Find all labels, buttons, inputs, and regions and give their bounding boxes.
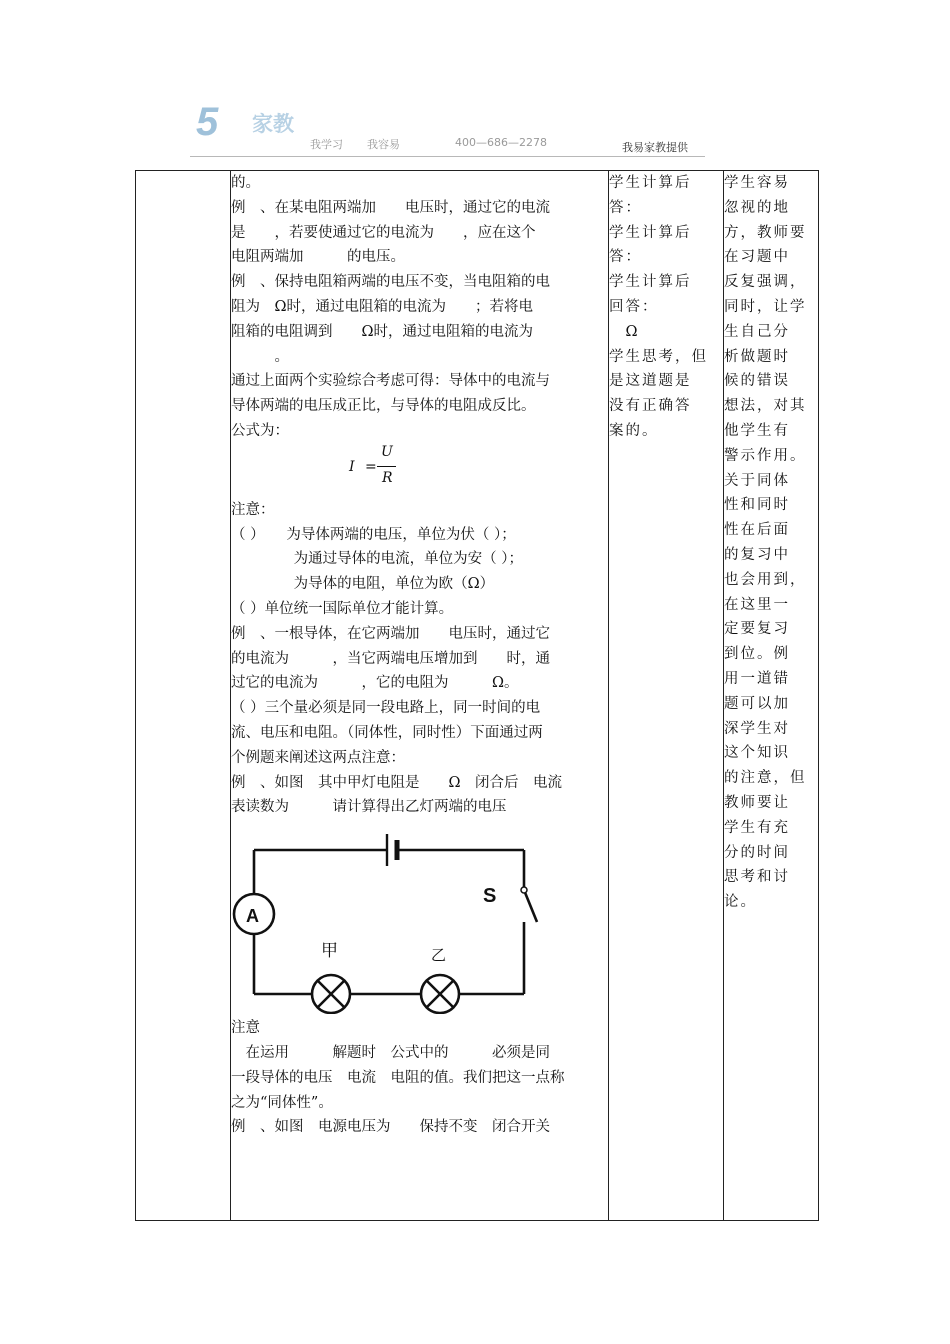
design-intent-cell xyxy=(724,171,819,1221)
text-line: 学生容易 xyxy=(724,175,790,191)
fraction-bar xyxy=(377,466,396,467)
text-line: 同时，让学 xyxy=(724,298,807,315)
text-line: 也会用到， xyxy=(724,571,807,588)
text-line: 例 、如图 电源电压为 保持不变 闭合开关 xyxy=(231,1119,550,1136)
formula-voltage: U xyxy=(381,443,393,460)
text-line: 。 xyxy=(231,348,289,365)
text-line: 例 、在某电阻两端加 电压时，通过它的电流 xyxy=(231,199,550,216)
text-line: 回答： xyxy=(609,298,659,315)
text-line: 学生计算后 xyxy=(609,274,692,291)
ammeter-label: A xyxy=(246,906,259,927)
text-line: Ω xyxy=(609,323,640,340)
text-line: （ ）三个量必须是同一段电路上，同一时间的电 xyxy=(231,700,541,717)
provider-text: 我易家教提供 xyxy=(622,141,688,154)
text-line: 的。 xyxy=(231,175,260,191)
text-line: 之为“同体性”。 xyxy=(231,1094,333,1111)
lamp-yi-label: 乙 xyxy=(431,946,447,965)
text-line: 的复习中 xyxy=(724,546,790,563)
text-line: 公式为： xyxy=(231,422,289,439)
content-block-c xyxy=(231,1016,608,1140)
text-line: 案的。 xyxy=(609,422,659,439)
text-line: 思考和讨 xyxy=(724,869,790,886)
text-line: 在习题中 xyxy=(724,249,790,266)
text-line: 题可以加 xyxy=(724,695,790,712)
text-line: 例 、保持电阻箱两端的电压不变，当电阻箱的电 xyxy=(231,274,550,291)
text-line: 答： xyxy=(609,199,642,216)
text-line: 教师要让 xyxy=(724,794,790,811)
logo xyxy=(190,98,310,146)
text-line: 他学生有 xyxy=(724,422,790,439)
text-line: 论。 xyxy=(724,894,757,911)
slogan-easy: 我容易 xyxy=(367,138,400,151)
text-line: 导体两端的电压成正比，与导体的电阻成反比。 xyxy=(231,398,536,415)
text-line: 分的时间 xyxy=(724,844,790,861)
switch-pivot xyxy=(521,887,527,893)
formula-current: I xyxy=(349,458,355,475)
text-line: 注意 xyxy=(231,1020,260,1037)
lesson-row xyxy=(136,171,819,1221)
text-line: 反复强调， xyxy=(724,274,807,291)
text-line: 析做题时 xyxy=(724,348,790,365)
lesson-table xyxy=(135,170,819,1221)
switch-lever xyxy=(524,890,537,922)
text-line: 例 、如图 其中甲灯电阻是 Ω 闭合后 电流 xyxy=(231,774,563,791)
text-line: 深学生对 xyxy=(724,720,790,737)
text-line: 学生有充 xyxy=(724,819,790,836)
phone-number: 400—686—2278 xyxy=(455,136,547,149)
text-line: 在这里一 xyxy=(724,596,790,613)
ohms-law-formula xyxy=(231,444,608,498)
switch-label: S xyxy=(483,885,497,908)
text-line: （ ） 为导体两端的电压，单位为伏（ ）； xyxy=(231,526,516,543)
page-header xyxy=(190,98,705,160)
lamp-jia-label: 甲 xyxy=(321,941,338,962)
text-line: 到位。例 xyxy=(724,646,790,663)
text-line: 阻为 Ω时，通过电阻箱的电流为 ；若将电 xyxy=(231,298,534,315)
text-line: 通过上面两个实验综合考虑可得：导体中的电流与 xyxy=(231,373,550,390)
text-line: 的注意，但 xyxy=(724,770,807,787)
logo-number: 5 xyxy=(196,100,217,144)
text-line: 的电流为 ，当它两端电压增加到 时，通 xyxy=(231,650,550,667)
text-line: 关于同体 xyxy=(724,472,790,489)
text-line: 电阻两端加 的电压。 xyxy=(231,249,405,266)
text-line: 没有正确答 xyxy=(609,398,692,415)
text-line: 学生计算后 xyxy=(609,224,692,241)
stage-cell xyxy=(136,171,231,1221)
text-line: 一段导体的电压 电流 电阻的值。我们把这一点称 xyxy=(231,1069,565,1086)
text-line: 生自己分 xyxy=(724,323,790,340)
content-block-a xyxy=(231,171,608,444)
text-line: （ ）单位统一国际单位才能计算。 xyxy=(231,600,454,617)
text-line: 学生思考，但 xyxy=(609,348,708,365)
text-line: 是这道题是 xyxy=(609,373,692,390)
text-line: 例 、一根导体，在它两端加 电压时，通过它 xyxy=(231,625,550,642)
text-line: 想法，对其 xyxy=(724,398,807,415)
text-line: 为导体的电阻，单位为欧（Ω） xyxy=(231,576,495,593)
content-block-b xyxy=(231,498,608,820)
text-line: 个例题来阐述这两点注意： xyxy=(231,749,405,766)
formula-equals: = xyxy=(365,458,377,475)
text-line: 流、电压和电阻。（同体性，同时性）下面通过两 xyxy=(231,724,543,741)
text-line: 候的错误 xyxy=(724,373,790,390)
text-line: 是 ，若要使通过它的电流为 ，应在这个 xyxy=(231,224,536,241)
header-divider xyxy=(190,156,705,157)
text-line: 这个知识 xyxy=(724,745,790,762)
text-line: 学生计算后 xyxy=(609,175,692,191)
logo-text: 家教 xyxy=(252,112,294,136)
text-line: 性在后面 xyxy=(724,522,790,539)
circuit-diagram xyxy=(231,832,541,1014)
slogan-learn: 我学习 xyxy=(310,138,343,151)
text-line: 定要复习 xyxy=(724,621,790,638)
formula-resistance: R xyxy=(382,469,393,486)
teaching-content-cell xyxy=(231,171,609,1221)
text-line: 表读数为 请计算得出乙灯两端的电压 xyxy=(231,799,507,816)
text-line: 忽视的地 xyxy=(724,199,790,216)
text-line: 用一道错 xyxy=(724,670,790,687)
student-activity-cell xyxy=(609,171,724,1221)
text-line: 为通过导体的电流，单位为安（ ）； xyxy=(231,551,523,568)
text-line: 方，教师要 xyxy=(724,224,807,241)
text-line: 答： xyxy=(609,249,642,266)
text-line: 过它的电流为 ，它的电阻为 Ω。 xyxy=(231,675,519,692)
text-line: 注意： xyxy=(231,501,275,518)
text-line: 在运用 解题时 公式中的 必须是同 xyxy=(231,1044,550,1061)
text-line: 阻箱的电阻调到 Ω时，通过电阻箱的电流为 xyxy=(231,323,534,340)
text-line: 性和同时 xyxy=(724,497,790,514)
text-line: 警示作用。 xyxy=(724,447,807,464)
